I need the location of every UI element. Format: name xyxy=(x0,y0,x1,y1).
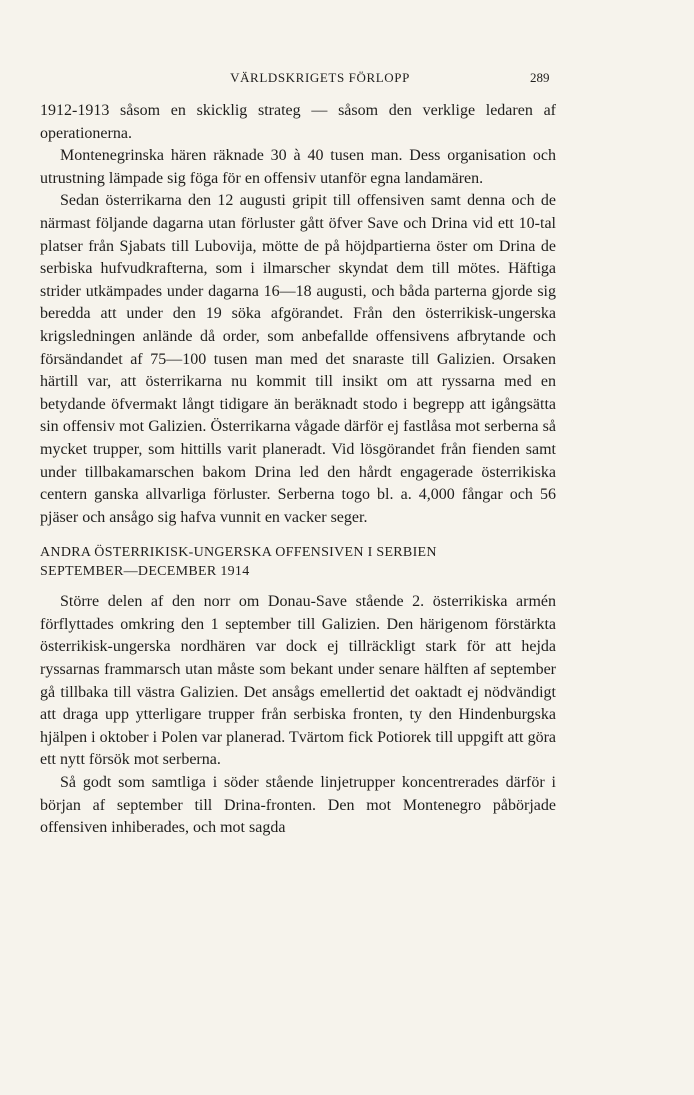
paragraph-august-offensive: Sedan österrikarna den 12 augusti gripit till offensiven samt denna och de närmast följande dagarna utan förluster gått öfver Save och Drina vid ett 10-tal platser från Sjabats till Lubovija, mötte de på höjdpartierna öster om Drina de serbiska hufvudkrafterna, som i ilmarscher skyndat dem till mötes. Häftiga strider utkämpades under dagarna 16—18 augusti, och båda parterna gjorde sig beredda att under den 19 söka afgörandet. Från den österrikisk-ungerska krigsledningen anlände då order, som anbefallde offensivens afbrytande och försändandet af 75—100 tusen man med det snaraste till Galizien. Orsaken härtill var, att österrikarna nu kommit till insikt om att ryssarna med en betydande öfvermakt långt tidigare än beräknadt stodo i begrepp att igångsätta sin offensiv mot Galizien. Österrikarna vågade därför ej fastlåsa mot serberna så mycket trupper, som hittills varit planeradt. Vid lösgörandet från fienden samt under tillbakamarschen bakom Drina led den hårdt engagerade österrikiska centern ganska allvarliga förluster. Serberna togo bl. a. 4,000 fångar och 56 pjäser och ansågo sig hafva vunnit en vacker seger. xyxy=(40,192,556,526)
section-heading xyxy=(40,543,556,581)
section-heading-line-1: ANDRA ÖSTERRIKISK-UNGERSKA OFFENSIVEN I SERBIEN xyxy=(40,545,437,561)
section-heading-line-2: SEPTEMBER—DECEMBER 1914 xyxy=(40,564,250,580)
paragraph-concentration: Så godt som samtliga i söder stående linjetrupper koncentrerades därför i början af september till Drina-fronten. Den mot Montenegro påbörjade offensiven inhiberades, och mot sagda xyxy=(40,774,556,837)
paragraph-second-offensive: Större delen af den norr om Donau-Save stående 2. österrikiska armén förflyttades omkring den 1 september till Galizien. Den härigenom förstärkta österrikisk-ungerska nordhären var dock ej tillräckligt stark för att hejda ryssarnas frammarsch utan måste som bekant under senare hälften af september gå tillbaka till västra Galizien. Det ansågs emellertid det oaktadt ej nödvändigt att draga upp ytterligare trupper från serbiska fronten, ty den Hindenburgska hjälpen i oktober i Polen var planerad. Tvärtom fick Potiorek till uppgift att göra ett nytt försök mot serberna. xyxy=(40,593,556,769)
page-number: 289 xyxy=(530,70,550,85)
running-title: VÄRLDSKRIGETS FÖRLOPP xyxy=(230,70,410,85)
body-text xyxy=(40,100,556,840)
paragraph-montenegro: Montenegrinska hären räknade 30 à 40 tusen man. Dess organisation och utrustning lämpade sig föga för en offensiv utanför egna landamären. xyxy=(40,147,556,187)
paragraph-continuation: 1912-1913 såsom en skicklig strateg — såsom den verklige ledaren af operationerna. xyxy=(40,102,556,142)
